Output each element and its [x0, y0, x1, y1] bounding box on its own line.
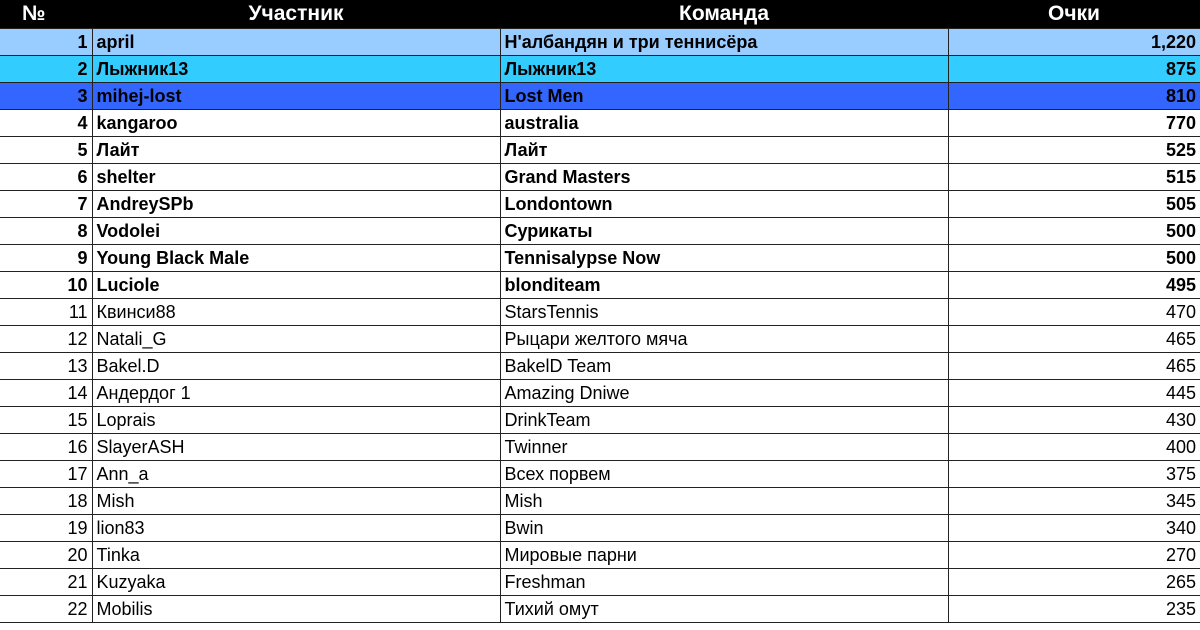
table-body [0, 29, 1200, 623]
team-cell: australia [500, 110, 948, 137]
team-cell: Н'албандян и три теннисёра [500, 29, 948, 56]
table-row [0, 542, 1200, 569]
team-cell: DrinkTeam [500, 407, 948, 434]
points-cell: 430 [948, 407, 1200, 434]
player-cell: Vodolei [92, 218, 500, 245]
team-cell: Тихий омут [500, 596, 948, 623]
team-cell: Рыцари желтого мяча [500, 326, 948, 353]
rank-cell: 22 [0, 596, 92, 623]
header-row [0, 0, 1200, 29]
team-cell: Мировые парни [500, 542, 948, 569]
rank-cell: 21 [0, 569, 92, 596]
player-cell: SlayerASH [92, 434, 500, 461]
rank-cell: 1 [0, 29, 92, 56]
points-cell: 465 [948, 326, 1200, 353]
team-cell: Mish [500, 488, 948, 515]
points-cell: 495 [948, 272, 1200, 299]
rank-cell: 14 [0, 380, 92, 407]
table-row [0, 299, 1200, 326]
points-cell: 500 [948, 245, 1200, 272]
team-cell: Лыжник13 [500, 56, 948, 83]
team-cell: blonditeam [500, 272, 948, 299]
team-cell: Amazing Dniwe [500, 380, 948, 407]
points-cell: 270 [948, 542, 1200, 569]
table-row [0, 164, 1200, 191]
player-cell: shelter [92, 164, 500, 191]
rank-cell: 8 [0, 218, 92, 245]
rank-cell: 15 [0, 407, 92, 434]
player-cell: AndreySPb [92, 191, 500, 218]
points-cell: 445 [948, 380, 1200, 407]
player-cell: Young Black Male [92, 245, 500, 272]
player-cell: Лайт [92, 137, 500, 164]
rank-cell: 16 [0, 434, 92, 461]
table-row [0, 515, 1200, 542]
player-cell: Natali_G [92, 326, 500, 353]
points-cell: 375 [948, 461, 1200, 488]
header-points: Очки [948, 0, 1200, 29]
points-cell: 810 [948, 83, 1200, 110]
rank-cell: 6 [0, 164, 92, 191]
points-cell: 1,220 [948, 29, 1200, 56]
team-cell: Londontown [500, 191, 948, 218]
header-num: № [0, 0, 92, 29]
rank-cell: 18 [0, 488, 92, 515]
team-cell: Lost Men [500, 83, 948, 110]
table-row [0, 110, 1200, 137]
player-cell: april [92, 29, 500, 56]
table-row [0, 245, 1200, 272]
table-row [0, 569, 1200, 596]
rank-cell: 9 [0, 245, 92, 272]
player-cell: kangaroo [92, 110, 500, 137]
points-cell: 525 [948, 137, 1200, 164]
player-cell: Bakel.D [92, 353, 500, 380]
team-cell: StarsTennis [500, 299, 948, 326]
table-row [0, 137, 1200, 164]
rank-cell: 11 [0, 299, 92, 326]
table-row [0, 326, 1200, 353]
table-header [0, 0, 1200, 29]
rank-cell: 7 [0, 191, 92, 218]
rank-cell: 10 [0, 272, 92, 299]
table-row [0, 596, 1200, 623]
rank-cell: 4 [0, 110, 92, 137]
player-cell: Лыжник13 [92, 56, 500, 83]
rank-cell: 19 [0, 515, 92, 542]
rank-cell: 2 [0, 56, 92, 83]
table-row [0, 29, 1200, 56]
table-row [0, 272, 1200, 299]
table-row [0, 380, 1200, 407]
player-cell: Kuzyaka [92, 569, 500, 596]
rank-cell: 12 [0, 326, 92, 353]
header-player: Участник [92, 0, 500, 29]
table-row [0, 218, 1200, 245]
team-cell: Tennisalypse Now [500, 245, 948, 272]
table-row [0, 434, 1200, 461]
player-cell: mihej-lost [92, 83, 500, 110]
header-team: Команда [500, 0, 948, 29]
team-cell: BakelD Team [500, 353, 948, 380]
points-cell: 500 [948, 218, 1200, 245]
player-cell: Квинси88 [92, 299, 500, 326]
rank-cell: 5 [0, 137, 92, 164]
rank-cell: 13 [0, 353, 92, 380]
points-cell: 770 [948, 110, 1200, 137]
player-cell: Luciole [92, 272, 500, 299]
table-row [0, 56, 1200, 83]
table-row [0, 353, 1200, 380]
points-cell: 470 [948, 299, 1200, 326]
player-cell: lion83 [92, 515, 500, 542]
player-cell: Mish [92, 488, 500, 515]
rank-cell: 3 [0, 83, 92, 110]
rank-cell: 20 [0, 542, 92, 569]
points-cell: 505 [948, 191, 1200, 218]
team-cell: Сурикаты [500, 218, 948, 245]
player-cell: Tinka [92, 542, 500, 569]
player-cell: Mobilis [92, 596, 500, 623]
table-row [0, 488, 1200, 515]
player-cell: Ann_a [92, 461, 500, 488]
team-cell: Bwin [500, 515, 948, 542]
rank-cell: 17 [0, 461, 92, 488]
team-cell: Лайт [500, 137, 948, 164]
table-row [0, 83, 1200, 110]
team-cell: Freshman [500, 569, 948, 596]
player-cell: Андердог 1 [92, 380, 500, 407]
table-row [0, 407, 1200, 434]
team-cell: Grand Masters [500, 164, 948, 191]
points-cell: 340 [948, 515, 1200, 542]
table-row [0, 461, 1200, 488]
player-cell: Loprais [92, 407, 500, 434]
points-cell: 400 [948, 434, 1200, 461]
points-cell: 235 [948, 596, 1200, 623]
points-cell: 345 [948, 488, 1200, 515]
points-cell: 515 [948, 164, 1200, 191]
table-row [0, 191, 1200, 218]
points-cell: 875 [948, 56, 1200, 83]
points-cell: 465 [948, 353, 1200, 380]
team-cell: Всех порвем [500, 461, 948, 488]
points-cell: 265 [948, 569, 1200, 596]
team-cell: Twinner [500, 434, 948, 461]
